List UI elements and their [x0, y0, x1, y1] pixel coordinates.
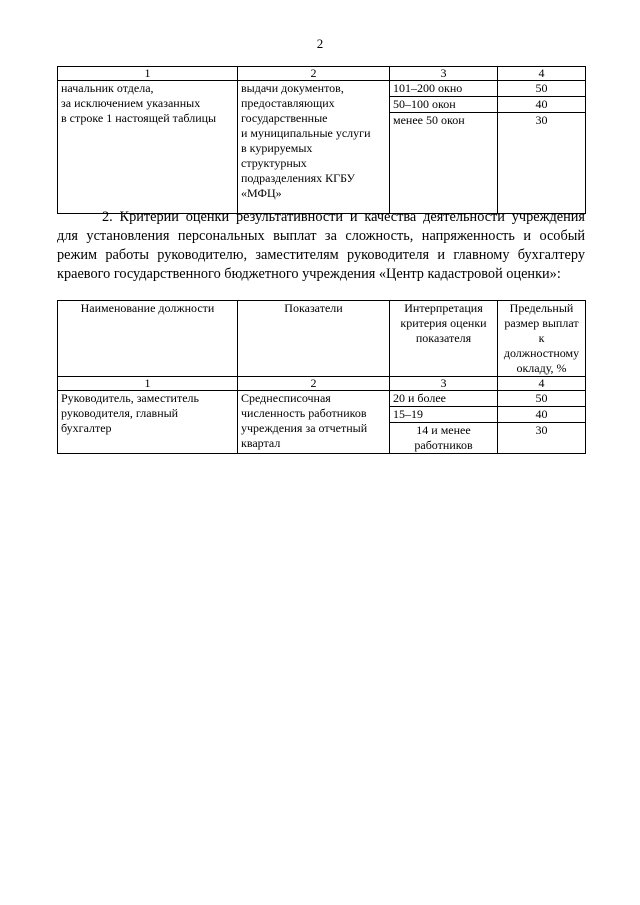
criteria-table-continuation — [57, 66, 586, 214]
table-header-numbers — [58, 377, 586, 391]
interpretation-cell: менее 50 окон — [390, 113, 498, 214]
header-max-payment: Предельный размер выплат к должностному окладу, % — [498, 301, 586, 377]
header-interpretation: Интерпретация критерия оценки показателя — [390, 301, 498, 377]
table-row — [58, 81, 586, 97]
value-cell: 50 — [498, 391, 586, 407]
indicator-cell: выдачи документов, предоставляющих государственные и муниципальные услуги в курируемых структурных подразделениях КГБУ «МФЦ» — [238, 81, 390, 214]
page-number: 2 — [316, 36, 324, 51]
value-cell: 50 — [498, 81, 586, 97]
table-header — [58, 301, 586, 377]
value-cell: 40 — [498, 407, 586, 423]
table-header-numbers — [58, 67, 586, 81]
value-cell: 30 — [498, 423, 586, 454]
column-number: 2 — [238, 377, 390, 391]
column-number: 3 — [390, 67, 498, 81]
criteria-paragraph: 2. Критерии оценки результативности и качества деятельности учреждения для установления персональных выплат за сложность, напряженность и особый режим работы руководителю, заместителям руководителя и главному бухгалтеру краевого государственного бюджетного учреждения «Центр кадастровой оценки»: — [57, 209, 585, 282]
value-cell: 30 — [498, 113, 586, 214]
criteria-table — [57, 300, 586, 454]
position-cell: начальник отдела, за исключением указанных в строке 1 настоящей таблицы — [58, 81, 238, 214]
interpretation-cell: 14 и менее работников — [390, 423, 498, 454]
column-number: 1 — [58, 377, 238, 391]
table-row — [58, 391, 586, 407]
column-number: 2 — [238, 67, 390, 81]
column-number: 3 — [390, 377, 498, 391]
indicator-cell: Среднесписочная численность работников учреждения за отчетный квартал — [238, 391, 390, 454]
interpretation-cell: 20 и более — [390, 391, 498, 407]
column-number: 1 — [58, 67, 238, 81]
interpretation-cell: 101–200 окно — [390, 81, 498, 97]
interpretation-cell: 50–100 окон — [390, 97, 498, 113]
position-cell: Руководитель, заместитель руководителя, главный бухгалтер — [58, 391, 238, 454]
column-number: 4 — [498, 377, 586, 391]
interpretation-cell: 15–19 — [390, 407, 498, 423]
column-number: 4 — [498, 67, 586, 81]
header-position: Наименование должности — [58, 301, 238, 377]
header-indicators: Показатели — [238, 301, 390, 377]
value-cell: 40 — [498, 97, 586, 113]
